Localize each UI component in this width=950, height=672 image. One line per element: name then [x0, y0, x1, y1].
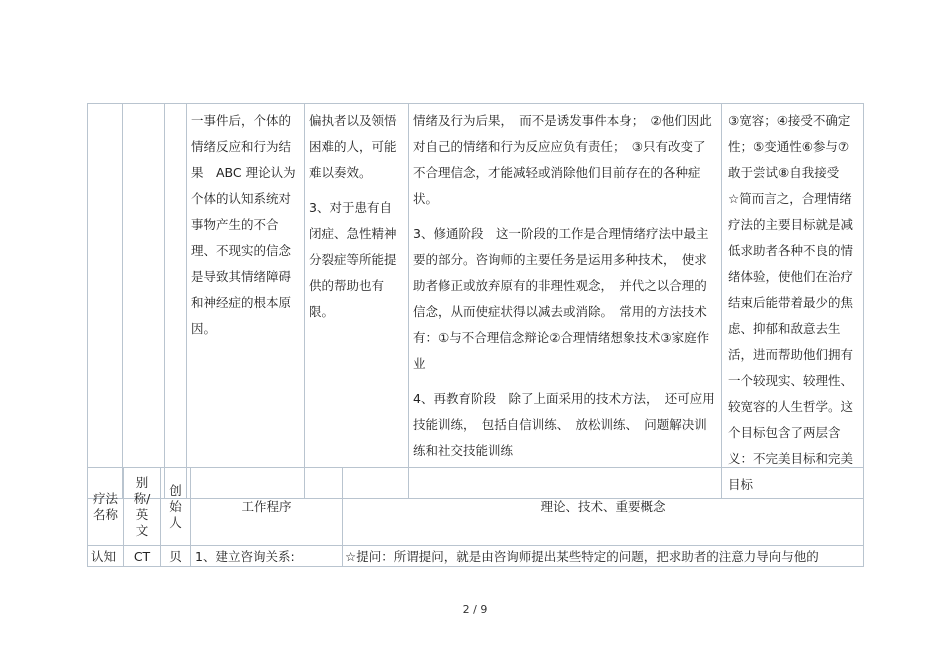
- page-number: 2 / 9: [462, 603, 488, 616]
- therapy-table-continued: [87, 103, 864, 499]
- header-alias: 别称/英文: [124, 468, 161, 546]
- applicability-note-2: 3、对于患有自闭症、急性精神分裂症等所能提供的帮助也有限。: [309, 200, 397, 319]
- process-paragraph-2: 3、修通阶段 这一阶段的工作是合理情绪疗法中最主要的部分。咨询师的主要任务是运用多种技术， 使求助者修正或放弃原有的非理性观念， 并代之以合理的信念，从而使症状得以减去或消除。 常用的方法技术有：①与不合理信念辩论②合理情绪想象技术③家庭作业: [413, 226, 710, 371]
- empty-founder-cell: [165, 104, 187, 499]
- goals-cell: [722, 104, 864, 499]
- empty-name-cell: [88, 104, 123, 499]
- cell-theory: ☆提问：所谓提问，就是由咨询师提出某些特定的问题，把求助者的注意力导向与他的: [343, 546, 864, 567]
- header-theory: 理论、技术、重要概念: [343, 468, 864, 546]
- empty-alias-cell: [123, 104, 165, 499]
- header-procedure: 工作程序: [191, 468, 343, 546]
- header-founder: 创始人: [161, 468, 191, 546]
- cell-founder: 贝: [161, 546, 191, 567]
- process-paragraph-1: 情绪及行为后果， 而不是诱发事件本身； ②他们因此对自己的情绪和行为反应应负有责任； ③只有改变了不合理信念，才能减轻或消除他们目前存在的各种症状。: [413, 113, 712, 206]
- abc-theory-text: 一事件后，个体的情绪反应和行为结果 ABC 理论认为个体的认知系统对事物产生的不合理、不现实的信念是导致其情绪障碍和神经症的根本原因。: [191, 113, 296, 336]
- cell-alias: CT: [124, 546, 161, 567]
- header-therapy-name: 疗法名称: [88, 468, 124, 546]
- abc-theory-cell: [187, 104, 305, 499]
- applicability-note-1: 偏执者以及领悟困难的人，可能难以奏效。: [309, 113, 397, 180]
- cell-therapy-name: 认知: [88, 546, 124, 567]
- process-cell: [409, 104, 722, 499]
- cell-procedure: 1、建立咨询关系:: [191, 546, 343, 567]
- process-paragraph-3: 4、再教育阶段 除了上面采用的技术方法， 还可应用技能训练， 包括自信训练、 放松训练、 问题解决训练和社交技能训练: [413, 391, 715, 458]
- goals-text: ③宽容；④接受不确定性；⑤变通性⑥参与⑦敢于尝试⑧自我接受 ☆简而言之，合理情绪疗法的主要目标就是减低求助者各种不良的情绪体验，使他们在治疗结束后能带着最少的焦虑、抑郁和敌意去生活，进而帮助他们拥有一个较现实、较理性、较宽容的人生哲学。这个目标包含了两层含义：不完美目标和完美目标: [728, 113, 854, 492]
- therapy-table-next: [87, 467, 864, 567]
- applicability-cell: [305, 104, 409, 499]
